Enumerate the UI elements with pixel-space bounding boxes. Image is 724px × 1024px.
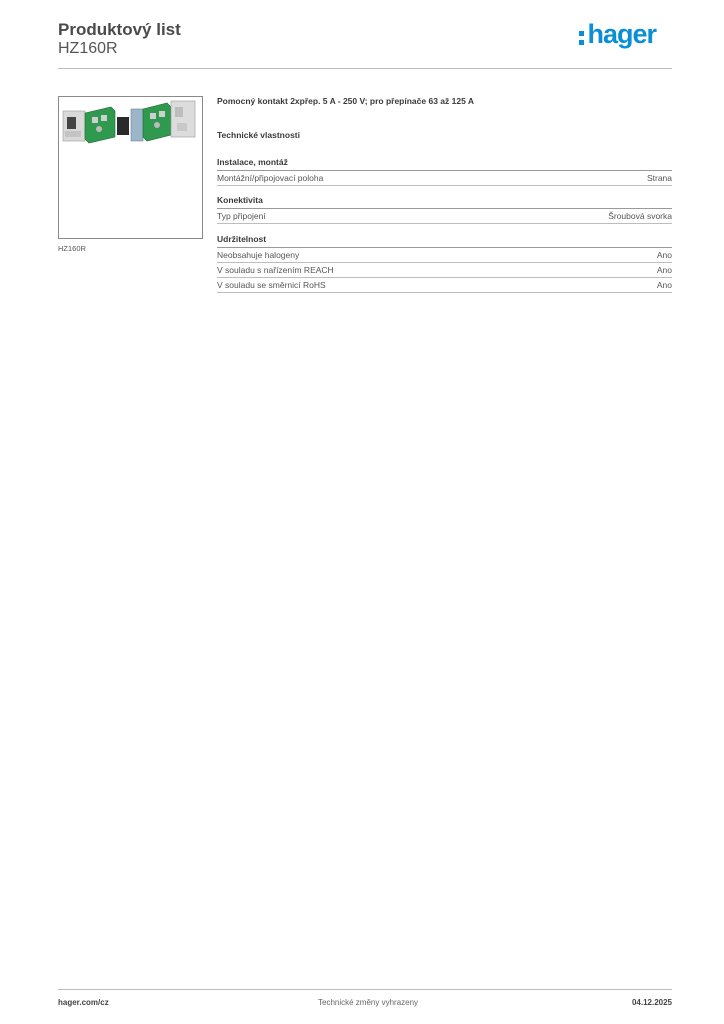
spec-label: V souladu s nařízením REACH	[217, 265, 334, 275]
product-image	[59, 97, 202, 238]
product-details	[217, 96, 672, 290]
spec-row	[217, 248, 672, 263]
spec-group-title: Konektivita	[217, 195, 672, 209]
hager-logo	[579, 20, 656, 48]
spec-row	[217, 263, 672, 278]
document-title: Produktový list	[58, 20, 181, 39]
spec-group-installation	[217, 157, 672, 186]
page-header	[58, 20, 672, 68]
spec-value: Ano	[656, 265, 672, 275]
spec-group-sustainability	[217, 234, 672, 293]
spec-label: V souladu se směrnicí RoHS	[217, 280, 326, 290]
product-description: Pomocný kontakt 2xpřep. 5 A - 250 V; pro přepínače 63 až 125 A	[217, 96, 474, 106]
spec-value: Ano	[656, 280, 672, 290]
tech-properties-heading: Technické vlastnosti	[217, 130, 300, 140]
footer-divider	[58, 989, 672, 990]
footer-disclaimer: Technické změny vyhrazeny	[318, 998, 419, 1007]
spec-label: Neobsahuje halogeny	[217, 250, 300, 260]
header-divider	[58, 68, 672, 69]
spec-row	[217, 278, 672, 293]
spec-group-title: Instalace, montáž	[217, 157, 672, 171]
spec-value: Ano	[656, 250, 672, 260]
spec-row	[217, 209, 672, 224]
spec-group-connectivity	[217, 195, 672, 224]
product-image-caption: HZ160R	[58, 244, 86, 253]
spec-group-title: Udržitelnost	[217, 234, 672, 248]
spec-label: Montážní/připojovací poloha	[217, 173, 324, 183]
spec-value: Šroubová svorka	[608, 211, 672, 221]
spec-label: Typ připojení	[217, 211, 266, 221]
footer-date: 04.12.2025	[631, 998, 672, 1007]
spec-value: Strana	[646, 173, 672, 183]
footer-website-link[interactable]: hager.com/cz	[58, 998, 109, 1007]
logo-dots-icon	[579, 27, 586, 45]
product-image-frame	[58, 96, 203, 239]
logo-text: hager	[587, 19, 656, 49]
product-code: HZ160R	[58, 40, 118, 57]
spec-row	[217, 171, 672, 186]
